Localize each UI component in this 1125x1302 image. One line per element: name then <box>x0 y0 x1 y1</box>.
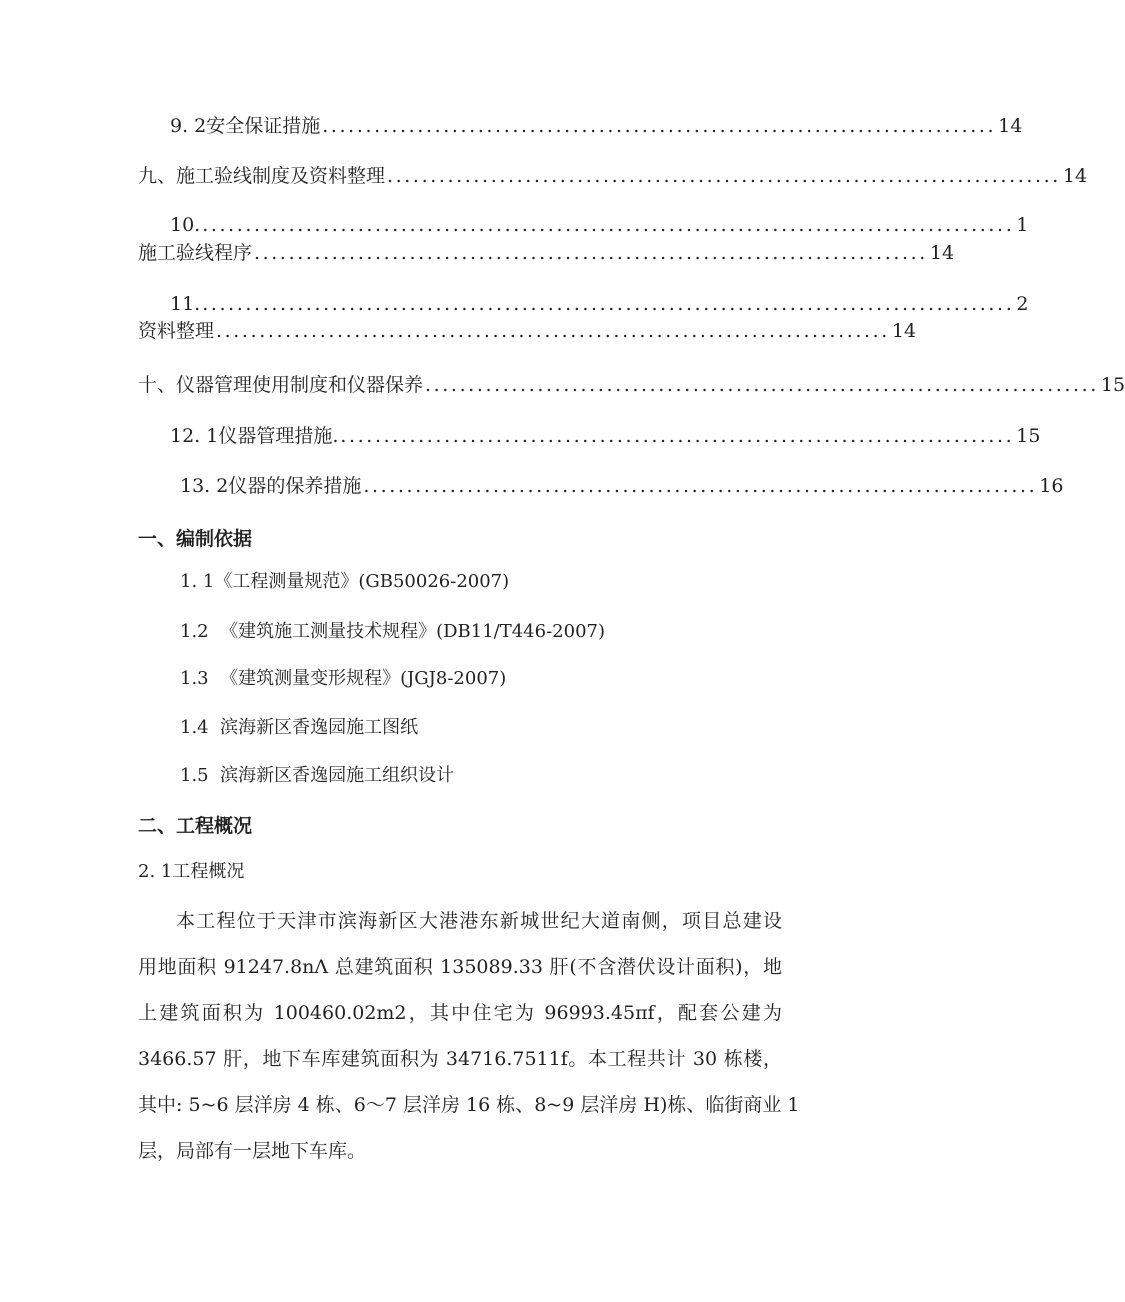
toc-entry-page: 16 <box>1039 475 1064 497</box>
toc-entry-title: 十、仪器管理使用制度和仪器保养 <box>138 374 424 396</box>
toc-entry[interactable] <box>170 424 1041 448</box>
toc-entry[interactable] <box>170 114 1023 138</box>
reference-item: 1.4 滨海新区香逸园施工图纸 <box>180 717 419 738</box>
toc-entry-title: 九、施工验线制度及资料整理 <box>138 165 386 187</box>
toc-entry-title: 11. <box>170 293 201 315</box>
toc-entry-page: 14 <box>891 320 917 342</box>
toc-leader-dots: .............................................................................. <box>425 374 1099 396</box>
toc-entry-page: 1 <box>1016 214 1029 236</box>
section-heading: 一、编制依据 <box>138 528 253 550</box>
toc-entry[interactable] <box>138 164 1088 188</box>
toc-entry-title: 9. 2安全保证措施 <box>170 115 321 137</box>
toc-entry[interactable] <box>170 292 1029 316</box>
toc-leader-dots: .............................................................................. <box>340 425 1015 447</box>
toc-entry[interactable] <box>170 213 1029 237</box>
reference-item: 1.3 《建筑测量变形规程》(JGJ8-2007) <box>180 668 507 689</box>
toc-leader-dots: .............................................................................. <box>254 242 928 264</box>
reference-item: 1. 1《工程测量规范》(GB50026-2007) <box>180 571 510 592</box>
paragraph-line: 用地面积 91247.8nΛ 总建筑面积 135089.33 肝(不含潜伏设计面积)，地 <box>138 956 782 978</box>
toc-entry[interactable] <box>138 319 917 343</box>
toc-entry-page: 14 <box>998 115 1023 137</box>
toc-entry[interactable] <box>138 241 955 265</box>
toc-entry-title: 施工验线程序 <box>138 242 253 264</box>
toc-entry-title: 12. 1仪器管理措施. <box>170 425 339 447</box>
paragraph-line: 层，局部有一层地下车库。 <box>138 1140 367 1162</box>
paragraph-line: 上建筑面积为 100460.02m2，其中住宅为 96993.45πf，配套公建为 <box>138 1002 782 1024</box>
paragraph-line: 其中: 5~6 层洋房 4 栋、6～7 层洋房 16 栋、8~9 层洋房 H)栋、临街商业 1 <box>138 1094 800 1116</box>
toc-entry-title: 资料整理 <box>138 320 215 342</box>
toc-entry-page: 2 <box>1016 293 1029 315</box>
reference-item: 1.2 《建筑施工测量技术规程》(DB11/T446-2007) <box>180 621 605 642</box>
toc-leader-dots: .............................................................................................. <box>202 293 1015 315</box>
toc-entry[interactable] <box>138 373 1125 397</box>
toc-leader-dots: .............................................................................. <box>387 165 1061 187</box>
project-overview-paragraph <box>138 898 800 1174</box>
subsection-heading: 2. 1工程概况 <box>138 861 245 882</box>
toc-leader-dots: .............................................................................. <box>216 320 890 342</box>
reference-item: 1.5 滨海新区香逸园施工组织设计 <box>180 765 455 786</box>
toc-leader-dots: .............................................................................. <box>363 475 1038 497</box>
paragraph-line: 3466.57 肝，地下车库建筑面积为 34716.7511f。本工程共计 30 栋楼， <box>138 1048 782 1070</box>
toc-entry-page: 14 <box>929 242 955 264</box>
toc-entry-page: 14 <box>1062 165 1088 187</box>
toc-leader-dots: .............................................................................................. <box>202 214 1015 236</box>
toc-entry-title: 13. 2仪器的保养措施 <box>180 475 362 497</box>
toc-entry[interactable] <box>180 474 1064 498</box>
section-heading: 二、工程概况 <box>138 815 253 837</box>
paragraph-line: 本工程位于天津市滨海新区大港港东新城世纪大道南侧，项目总建设 <box>176 910 782 932</box>
toc-leader-dots: .............................................................................. <box>322 115 997 137</box>
toc-entry-title: 10. <box>170 214 201 236</box>
toc-entry-page: 15 <box>1016 425 1041 447</box>
toc-entry-page: 15 <box>1100 374 1125 396</box>
